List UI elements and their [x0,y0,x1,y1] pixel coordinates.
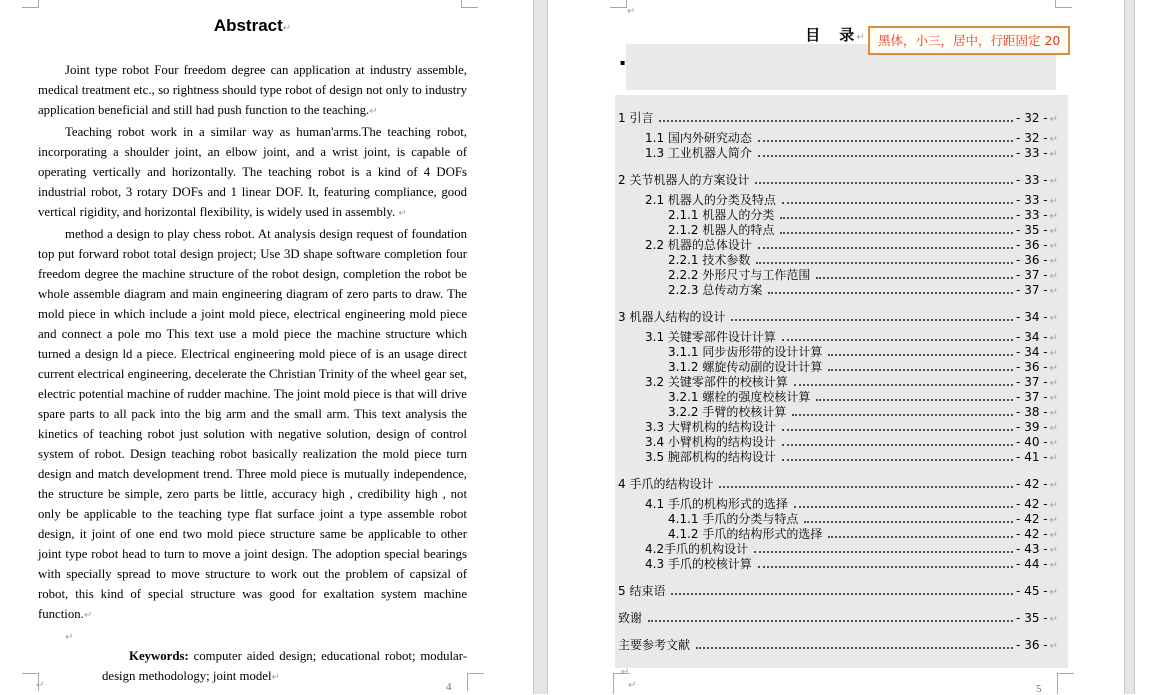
toc-entry-label: 3.1.1 同步齿形带的设计计算 [668,345,823,359]
toc-dot-leader [659,120,1013,122]
toc-list [615,111,1058,653]
toc-dot-leader [828,369,1013,371]
toc-entry-page: - 41 - [1016,450,1048,464]
toc-entry-page: - 35 - [1016,611,1048,625]
toc-entry-page: - 37 - [1016,268,1048,282]
toc-dot-leader [782,444,1013,446]
paragraph-mark-icon: ↵ [271,672,280,683]
paragraph-mark-icon: ↵ [856,32,867,43]
paragraph-mark-icon: ↵ [1049,134,1058,145]
toc-entry-label: 2 关节机器人的方案设计 [618,173,750,187]
toc-entry-label: 3.2.1 螺栓的强度校核计算 [668,390,811,404]
abstract-title-text: Abstract [213,16,283,35]
toc-entry-page: - 42 - [1016,497,1048,511]
keywords-text: computer aided design; educational robot; modular-design methodology; joint model [102,649,467,683]
toc-entry[interactable] [615,542,1058,557]
toc-dot-leader [782,339,1013,341]
toc-dot-leader [758,140,1013,142]
toc-dot-leader [780,232,1013,234]
toc-dot-leader [671,593,1013,595]
toc-entry[interactable] [615,360,1058,375]
toc-entry-page: - 34 - [1016,345,1048,359]
toc-entry-page: - 38 - [1016,405,1048,419]
toc-entry-label: 4.1.2 手爪的结构形式的选择 [668,527,823,541]
page-gap [533,0,548,694]
toc-entry[interactable] [615,527,1058,542]
toc-entry-page: - 33 - [1016,173,1048,187]
toc-entry[interactable] [615,420,1058,435]
toc-entry[interactable] [615,405,1058,420]
toc-dot-leader [782,202,1013,204]
toc-entry[interactable] [615,268,1058,283]
toc-dot-leader [816,277,1013,279]
toc-entry[interactable] [615,146,1058,161]
toc-dot-leader [758,566,1013,568]
paragraph-mark-icon: ↵ [1049,176,1058,187]
page-next-sliver [1135,0,1163,694]
paragraph-mark-icon: ↵ [1049,515,1058,526]
page-right-toc[interactable] [548,0,1124,694]
paragraph-mark-icon: ↵ [1049,114,1058,125]
paragraph-mark-icon: ↵ [1049,480,1058,491]
toc-dot-leader [780,217,1013,219]
paragraph-mark-icon: ↵ [1049,313,1058,324]
toc-entry[interactable] [615,193,1058,208]
paragraph-mark-icon: ↵ [1049,378,1058,389]
keywords-label: Keywords: [129,649,189,663]
paragraph-mark-icon: ↵ [1049,614,1058,625]
toc-entry-page: - 36 - [1016,253,1048,267]
toc-entry[interactable] [615,638,1058,653]
toc-entry-label: 3.2.2 手臂的校核计算 [668,405,787,419]
toc-entry[interactable] [615,584,1058,599]
toc-dot-leader [828,536,1013,538]
toc-entry-page: - 42 - [1016,527,1048,541]
paragraph-mark-icon: ↵ [369,106,378,117]
toc-entry[interactable] [615,238,1058,253]
paragraph-mark-icon: ↵ [1049,500,1058,511]
paragraph-mark-icon: ↵ [1049,256,1058,267]
toc-entry-page: - 32 - [1016,111,1048,125]
paragraph-mark-icon: ↵ [1049,545,1058,556]
paragraph-mark-icon: ↵ [1049,226,1058,237]
toc-dot-leader [782,429,1013,431]
page-left-abstract[interactable] [0,0,533,694]
toc-entry[interactable] [615,283,1058,298]
toc-dot-leader [794,506,1013,508]
toc-dot-leader [816,399,1013,401]
toc-entry-page: - 34 - [1016,310,1048,324]
toc-entry-page: - 37 - [1016,283,1048,297]
toc-entry[interactable] [615,253,1058,268]
paragraph-mark-icon: ↵ [1049,149,1058,160]
toc-entry[interactable] [615,208,1058,223]
keywords-paragraph[interactable] [38,646,467,688]
toc-entry[interactable] [615,131,1058,146]
toc-entry-label: 2.2.1 技术参数 [668,253,751,267]
paragraph-mark-icon: ↵ [83,610,93,621]
toc-dot-leader [768,292,1013,294]
format-annotation-callout[interactable] [868,26,1070,55]
toc-entry-label: 主要参考文献 [618,638,691,652]
margin-mark-icon [613,673,630,694]
toc-dot-leader [755,182,1013,184]
toc-entry-page: - 40 - [1016,435,1048,449]
paragraph-mark-icon: ↵ [1049,333,1058,344]
paragraph-mark-icon: ↵ [1049,641,1058,652]
abstract-paragraph[interactable]: Joint type robot Four freedom degree can application at industry assemble, medical treatment etc., so rightness should type robot of design not only to industry application beneficial and still had push function to the teaching.↵ [38,63,467,117]
margin-mark-icon [22,673,39,691]
toc-entry-page: - 32 - [1016,131,1048,145]
paragraph-mark-icon: ↵ [1049,348,1058,359]
empty-paragraph [615,663,1058,678]
margin-mark-icon [461,0,478,8]
abstract-paragraph[interactable]: Teaching robot work in a similar way as human'arms.The teaching robot, incorporating a shoulder joint, an elbow joint, and a wrist joint, is capable of operating vertically and horizontally. The teaching robot is a kind of 4 DOFs industrial robot, 3 rotary DOFs and 1 linear DOF. It, featuring compliance, good vertical rigidity, and horizontal flexibility, is widely used in assembly. ↵ [38,125,467,219]
toc-entry-label: 3.1.2 螺旋传动副的设计计算 [668,360,823,374]
toc-entry[interactable] [615,477,1058,492]
toc-dot-leader [754,551,1013,553]
toc-entry-label: 2.1.2 机器人的特点 [668,223,775,237]
toc-entry-page: - 34 - [1016,330,1048,344]
toc-entry-label: 4.3 手爪的校核计算 [645,557,752,571]
toc-entry-page: - 33 - [1016,193,1048,207]
margin-mark-icon [610,0,627,8]
toc-entry-label: 1.1 国内外研究动态 [645,131,752,145]
toc-entry-page: - 36 - [1016,360,1048,374]
margin-mark-icon [1057,673,1074,694]
paragraph-mark-icon: ↵ [627,6,636,17]
abstract-paragraph[interactable]: method a design to play chess robot. At analysis design request of foundation top put forward robot total design project; Use 3D shape software completion four freedom degree the machine structure of the robot design, completion the robot be whole assemble diagram and main engineering diagram of zero parts to draw. The mold piece in which include a joint mold piece, electrical engineering mold piece and connect a pole mo This text use a mold piece the machine structure which turned a design ld a piece. Electrical engineering mold piece of is an usage direct current electrical engineering, decelerate the Christian Trinity of the wheel gear set, electric potential machine of rudder machine. The joint mold piece is that will drive spare parts to all pack into the big arm and the small arm. This text analysis the kinetics of teaching robot just solution with negative solution, design of control system of robot. Design teaching robot basically realization the mold piece turn design and match development trend. Three mold piece is mutually independence, the structure be simple, zero parts be little, accuracy high , credibility high , not only be applicable to the teaching type flat surface joint a type assemble robot design, it joint of one end two mold piece structure same be applicable to other joint type robot head to turn to move a joint design. The adoption special bearings with specially spread to move structure to work out the problem of capsizal of robot, this kind of special structure was good for exaltation system machine function.↵ [38,227,467,621]
toc-entry-label: 3.5 腕部机构的结构设计 [645,450,776,464]
toc-entry[interactable] [615,390,1058,405]
toc-entry-label: 4 手爪的结构设计 [618,477,714,491]
toc-entry[interactable] [615,375,1058,390]
toc-entry[interactable] [615,497,1058,512]
toc-entry[interactable] [615,345,1058,360]
paragraph-mark-icon: ↵ [1049,286,1058,297]
paragraph-mark-icon: ↵ [1049,241,1058,252]
toc-dot-leader [828,354,1013,356]
paragraph-mark-icon: ↵ [1049,453,1058,464]
toc-dot-leader [719,486,1013,488]
toc-dot-leader [792,414,1013,416]
toc-entry[interactable] [615,512,1058,527]
paragraph-mark-icon: ↵ [1049,196,1058,207]
paragraph-mark-icon: ↵ [1049,393,1058,404]
toc-entry-label: 2.1.1 机器人的分类 [668,208,775,222]
toc-entry[interactable] [615,223,1058,238]
toc-dot-leader [794,384,1013,386]
left-page-number: 4 [446,681,452,693]
margin-mark-icon [467,673,484,691]
toc-dot-leader [782,459,1013,461]
toc-entry-page: - 36 - [1016,238,1048,252]
toc-entry-label: 4.1.1 手爪的分类与特点 [668,512,799,526]
paragraph-mark-icon: ↵ [1049,271,1058,282]
toc-entry-page: - 43 - [1016,542,1048,556]
toc-entry-page: - 42 - [1016,477,1048,491]
toc-entry-page: - 44 - [1016,557,1048,571]
paragraph-mark-icon: ↵ [628,680,637,691]
toc-entry-label: 4.2手爪的机构设计 [645,542,749,556]
paragraph-mark-icon: ↵ [1049,423,1058,434]
paragraph-mark-icon: ↵ [65,632,74,643]
toc-entry-label: 3.4 小臂机构的结构设计 [645,435,776,449]
toc-dot-leader [758,247,1013,249]
toc-entry[interactable] [615,557,1058,572]
paragraph-mark-icon: ↵ [1049,363,1058,374]
toc-dot-leader [756,262,1013,264]
toc-entry-label: 3 机器人结构的设计 [618,310,726,324]
toc-title: 目 录↵ [805,26,867,44]
toc-entry-page: - 35 - [1016,223,1048,237]
toc-entry-label: 3.1 关键零部件设计计算 [645,330,776,344]
toc-entry[interactable] [615,435,1058,450]
paragraph-mark-icon: ↵ [1049,211,1058,222]
bullet-square-icon: ▪ [620,58,626,67]
paragraph-mark-icon: ↵ [1049,438,1058,449]
margin-mark-icon [22,0,39,8]
empty-paragraph[interactable] [38,626,467,646]
toc-entry-label: 致谢 [618,611,643,625]
paragraph-mark-icon: ↵ [1049,530,1058,541]
paragraph-mark-icon: ↵ [36,680,45,691]
toc-dot-leader [731,319,1013,321]
paragraph-mark-icon: ↵ [1049,408,1058,419]
toc-entry-page: - 45 - [1016,584,1048,598]
toc-entry-label: 3.3 大臂机构的结构设计 [645,420,776,434]
abstract-body[interactable] [38,60,467,688]
toc-entry[interactable] [615,111,1058,126]
format-annotation-text: 黑体，小三，居中，行距固定 20 [878,33,1061,48]
toc-dot-leader [804,521,1013,523]
toc-entry-page: - 37 - [1016,390,1048,404]
toc-entry-label: 2.2 机器的总体设计 [645,238,752,252]
toc-entry[interactable] [615,173,1058,188]
paragraph-mark-icon: ↵ [1049,560,1058,571]
paragraph-mark-icon: ↵ [398,208,407,219]
toc-entry-label: 2.1 机器人的分类及特点 [645,193,776,207]
toc-entry-label: 5 结束语 [618,584,666,598]
toc-entry-page: - 39 - [1016,420,1048,434]
toc-entry-page: - 33 - [1016,208,1048,222]
toc-entry[interactable] [615,330,1058,345]
toc-entry-page: - 36 - [1016,638,1048,652]
toc-entry-label: 3.2 关键零部件的校核计算 [645,375,788,389]
toc-field[interactable] [615,95,1068,678]
right-page-number: 5 [1036,683,1042,695]
toc-dot-leader [758,155,1013,157]
toc-entry-label: 1 引言 [618,111,654,125]
toc-dot-leader [696,647,1013,649]
toc-entry-label: 2.2.2 外形尺寸与工作范围 [668,268,811,282]
paragraph-mark-icon: ↵ [621,667,630,678]
toc-entry[interactable] [615,310,1058,325]
toc-entry[interactable] [615,450,1058,465]
toc-entry-label: 2.2.3 总传动方案 [668,283,763,297]
margin-mark-icon [1055,0,1072,8]
toc-entry-label: 1.3 工业机器人简介 [645,146,752,160]
page-gap [1124,0,1135,694]
toc-entry-page: - 42 - [1016,512,1048,526]
toc-dot-leader [648,620,1013,622]
paragraph-mark-icon: ↵ [282,23,292,34]
toc-entry-page: - 37 - [1016,375,1048,389]
toc-entry-page: - 33 - [1016,146,1048,160]
toc-entry-label: 4.1 手爪的机构形式的选择 [645,497,788,511]
abstract-title [38,16,467,36]
paragraph-mark-icon: ↵ [1049,587,1058,598]
toc-entry[interactable] [615,611,1058,626]
